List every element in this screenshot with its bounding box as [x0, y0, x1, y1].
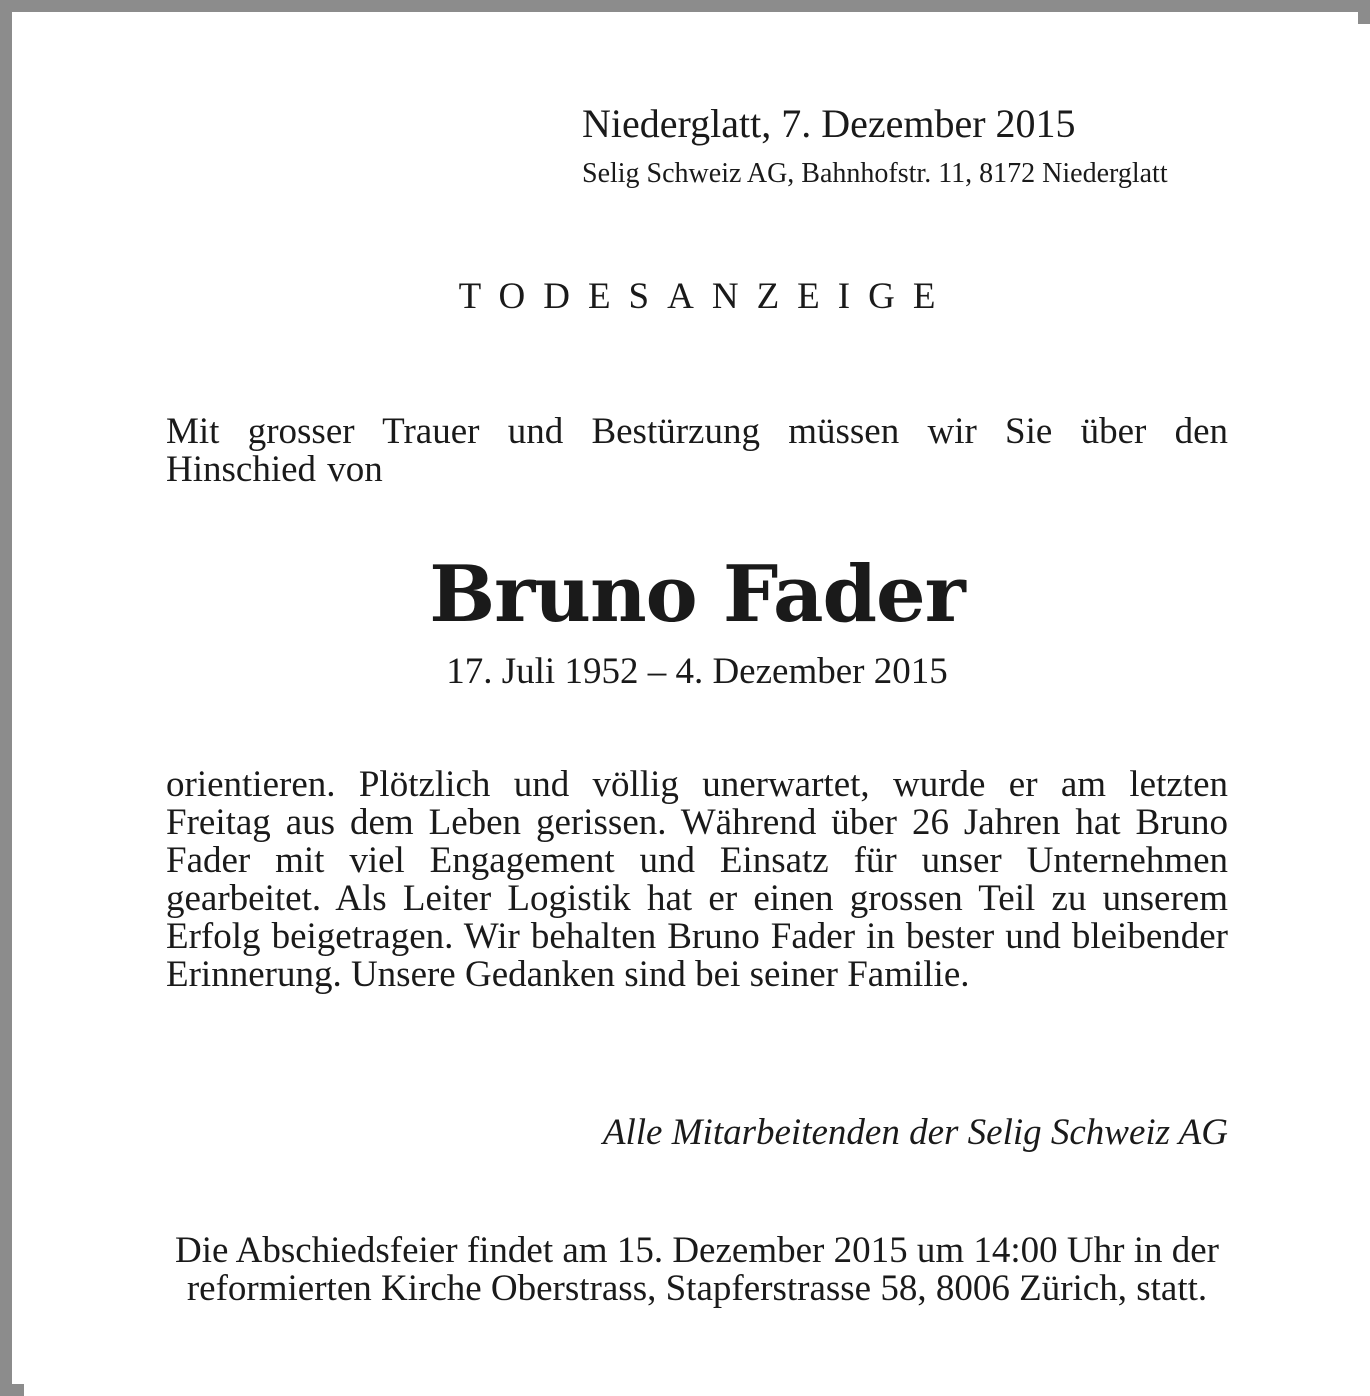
place-date: Niederglatt, 7. Dezember 2015	[582, 101, 1076, 146]
lifespan-dates: 17. Juli 1952 – 4. Dezember 2015	[446, 651, 948, 692]
intro-paragraph: Mit grosser Trauer und Bestürzung müssen wir Sie über den Hinschied von	[166, 411, 1228, 490]
company-address: Selig Schweiz AG, Bahnhofstr. 11, 8172 Niederglatt	[582, 158, 1168, 189]
deceased-name: Bruno Fader	[429, 549, 965, 640]
ceremony-paragraph: Die Abschiedsfeier findet am 15. Dezember 2015 um 14:00 Uhr in der reformierten Kirche Oberstrass, Stapferstrasse 58, 8006 Zürich, statt.	[175, 1230, 1219, 1309]
notice-heading: TODESANZEIGE	[458, 276, 954, 317]
death-notice-page	[24, 24, 1370, 1396]
body-paragraph: orientieren. Plötzlich und völlig unerwartet, wurde er am letzten Freitag aus dem Leben gerissen. Während über 26 Jahren hat Bruno Fader mit viel Engagement und Einsatz für unser Unternehmen gearbeitet. Als Leiter Logistik hat er einen grossen Teil zu unserem Erfolg beigetragen. Wir behalten Bruno Fader in bester und bleibender Erinnerung. Unsere Gedanken sind bei seiner Familie.	[166, 764, 1228, 995]
signature-line: Alle Mitarbeitenden der Selig Schweiz AG	[602, 1112, 1228, 1153]
